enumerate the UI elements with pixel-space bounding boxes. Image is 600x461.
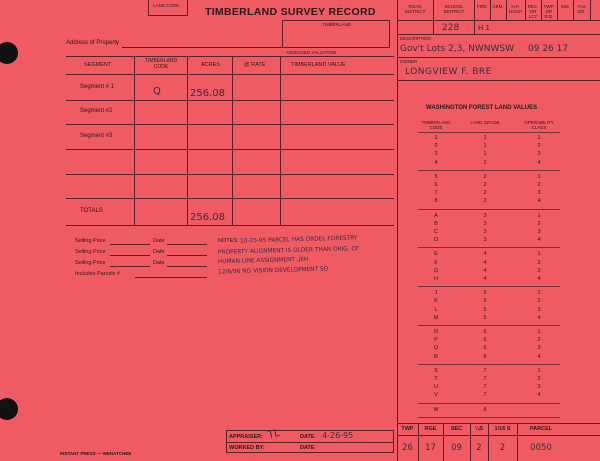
- segment-1-acres: 256.08: [190, 88, 225, 99]
- wflv-code-cell: Q: [433, 345, 439, 352]
- wflv-grade-cell: 4: [483, 276, 487, 282]
- selling-date-line-1: [167, 244, 207, 245]
- wflv-code-cell: U: [434, 384, 438, 391]
- wflv-class-cell: 4: [537, 353, 541, 360]
- segment-1-label: Segment # 1: [80, 84, 115, 90]
- wflv-code-cell: R: [434, 353, 438, 360]
- wflv-code-cell: 6: [434, 182, 438, 188]
- selling-price-label-2: Selling Price: [75, 249, 106, 255]
- description-top-line: [397, 34, 600, 35]
- parcel-header-twp: TWP: [401, 426, 414, 432]
- parcel-header-sec: SEC: [450, 426, 463, 432]
- wflv-code-cell: 1: [434, 135, 438, 141]
- row3-line: [66, 149, 394, 150]
- binder-hole-bottom: [0, 398, 18, 420]
- wflv-code-cell: 2: [434, 143, 438, 150]
- land-code-label: LAND CODE: [153, 3, 180, 8]
- codes-col-3: [490, 0, 491, 20]
- selling-date-line-3: [167, 266, 207, 267]
- col-rec-lct: REC. OR LCT: [527, 4, 539, 19]
- wflv-group-divider: [418, 209, 560, 210]
- wflv-code-cell: N: [434, 329, 438, 335]
- wflv-col-grade: LAND GRADE: [470, 120, 500, 125]
- wflv-class-cell: 4: [537, 198, 541, 205]
- appraiser-date-value: 4-26-95: [322, 431, 354, 440]
- description-bottom-line: [397, 57, 600, 58]
- wflv-grade-cell: 7: [483, 367, 487, 374]
- wflv-code-cell: P: [434, 337, 438, 344]
- wflv-grade-cell: 5: [483, 290, 487, 297]
- wflv-code-cell: A: [434, 212, 438, 219]
- includes-parcels-label: Includes Parcels #: [75, 271, 120, 277]
- wflv-code-cell: W: [433, 406, 439, 413]
- wflv-code-cell: 8: [434, 198, 438, 205]
- appraiser-initials: TL: [266, 427, 281, 442]
- parcel-value-rge: 17: [425, 443, 436, 453]
- parcel-header-quarter: ¼S: [474, 426, 484, 432]
- parcel-value-sec: 09: [451, 443, 462, 453]
- parcel-header-rge: RGE: [424, 426, 437, 432]
- timberland-label: TIMBERLAND: [322, 22, 352, 27]
- parcel-value-quarter: 2: [476, 443, 482, 453]
- table-top-line: [66, 56, 394, 57]
- wflv-code-cell: D: [434, 237, 438, 244]
- selling-price-line-2: [110, 255, 150, 256]
- wflv-code-cell: H: [434, 276, 438, 282]
- wflv-code-cell: J: [434, 290, 438, 297]
- header-segment: SEGMENT: [84, 62, 112, 68]
- wflv-class-cell: 2: [537, 220, 541, 227]
- selling-price-line-1: [110, 244, 150, 245]
- wflv-grade-cell: 7: [483, 384, 487, 391]
- wflv-code-cell: 3: [434, 151, 438, 158]
- wflv-class-cell: 1: [537, 367, 541, 374]
- parcel-header-line: [397, 435, 600, 436]
- wflv-grade-cell: 7: [483, 376, 487, 382]
- wflv-code-cell: B: [434, 220, 438, 227]
- assessed-valuation-label: ASSESSED VALUATION: [286, 50, 337, 55]
- wflv-class-cell: 3: [537, 345, 541, 352]
- wflv-class-cell: 3: [537, 151, 541, 158]
- selling-price-label-1: Selling Price: [75, 238, 106, 244]
- col-school-district: SCHOOL DISTRICT: [443, 4, 465, 14]
- wflv-group-divider: [418, 247, 560, 248]
- wflv-class-cell: 4: [537, 276, 541, 282]
- wflv-class-cell: 1: [537, 251, 541, 258]
- wflv-grade-cell: 5: [483, 314, 487, 321]
- col-line-2: [187, 56, 188, 225]
- wflv-grade-cell: 6: [483, 345, 487, 352]
- wflv-class-cell: 4: [537, 159, 541, 166]
- parcel-header-sixteenth: 1/16 S: [494, 426, 511, 432]
- wflv-code-cell: V: [434, 392, 438, 399]
- worked-date-label: DATE: [300, 445, 315, 451]
- worked-by-label: WORKED BY:: [229, 445, 265, 451]
- wflv-code-cell: G: [433, 267, 439, 274]
- notes-label: NOTES:: [218, 238, 239, 244]
- header-timberland-code: TIMBERLAND CODE: [144, 58, 178, 70]
- address-label: Address of Property: [66, 40, 120, 46]
- selling-date-label-1: Date: [153, 238, 165, 244]
- table-header-line: [66, 74, 394, 75]
- school-district-value: 228: [442, 23, 460, 33]
- right-panel-divider: [397, 0, 398, 461]
- wflv-class-cell: 1: [537, 290, 541, 297]
- wflv-class-cell: 3: [537, 229, 541, 235]
- wflv-grade-cell: 3: [483, 212, 487, 219]
- selling-date-label-3: Date: [153, 260, 165, 266]
- wflv-group-divider: [418, 170, 560, 171]
- wflv-grade-cell: 2: [483, 190, 487, 197]
- col-line-4: [280, 56, 281, 225]
- col-road-district: ROAD DISTRICT: [404, 4, 426, 14]
- codes-row-line: [397, 20, 600, 21]
- wflv-col-class: OPERABILITY CLASS: [524, 120, 554, 130]
- wflv-class-cell: 2: [537, 298, 541, 305]
- notes-line-4: 12/6/96 NO VISION DEVELOPMENT SO: [217, 266, 329, 276]
- parcel-value-sixteenth: 2: [499, 443, 506, 453]
- description-date: 09 26 17: [528, 44, 569, 54]
- wflv-grade-cell: 1: [483, 159, 487, 166]
- wflv-grade-cell: 1: [483, 151, 487, 158]
- wflv-group-divider: [418, 286, 560, 287]
- wflv-group-divider: [418, 403, 560, 404]
- wflv-class-cell: 4: [537, 237, 541, 244]
- wflv-grade-cell: 7: [483, 392, 487, 399]
- wflv-class-cell: 4: [537, 392, 541, 399]
- selling-price-label-3: Selling Price: [75, 260, 106, 266]
- wflv-grade-cell: 3: [483, 220, 487, 227]
- wflv-grade-cell: 5: [483, 298, 487, 305]
- form-title: TIMBERLAND SURVEY RECORD: [205, 6, 376, 18]
- header-acres: ACRES: [201, 62, 220, 68]
- appraiser-date-label: DATE: [300, 434, 315, 440]
- fire-district-value: H 1: [478, 24, 490, 32]
- wflv-class-cell: 1: [537, 135, 541, 141]
- wflv-class-cell: 2: [537, 259, 541, 266]
- wflv-class-cell: 3: [537, 190, 541, 197]
- codes-col-7: [557, 0, 558, 20]
- wflv-code-cell: K: [434, 298, 438, 305]
- col-line-3: [232, 56, 233, 225]
- wflv-class-cell: 3: [537, 306, 541, 313]
- wflv-code-cell: F: [434, 259, 438, 266]
- col-tax-no: TAX NO.: [577, 4, 586, 14]
- wflv-header-line: [418, 132, 560, 133]
- appraiser-label: APPRAISER:: [229, 434, 263, 440]
- wflv-code-cell: C: [434, 229, 438, 235]
- wflv-grade-cell: 4: [483, 267, 487, 274]
- wflv-class-cell: 3: [537, 384, 541, 391]
- owner-value: LONGVIEW F. BRE: [405, 67, 492, 77]
- row5-line: [66, 198, 394, 199]
- wflv-class-cell: 1: [537, 173, 541, 180]
- wflv-code-cell: E: [434, 251, 438, 258]
- notes-line-2: PROPERTY ALIGNMENT IS OLDER THAN ORIG. OF: [217, 246, 360, 256]
- parcel-value-number: 0050: [530, 443, 552, 453]
- wflv-grade-cell: 4: [483, 259, 487, 266]
- description-label: DESCRIPTION: [400, 36, 431, 41]
- wflv-group-divider: [418, 364, 560, 365]
- wflv-grade-cell: 3: [483, 237, 487, 244]
- wflv-class-cell: 2: [537, 337, 541, 344]
- wflv-grade-cell: 8: [483, 406, 487, 413]
- wflv-code-cell: 7: [434, 190, 438, 197]
- wflv-grade-cell: 2: [483, 182, 487, 188]
- col-hp-hosp: H.P. HOSP: [509, 4, 522, 14]
- totals-label: TOTALS: [80, 208, 103, 214]
- codes-col-1: [433, 0, 434, 34]
- segment-1-code: Q: [153, 86, 161, 97]
- wflv-grade-cell: 3: [483, 229, 487, 235]
- header-rate: @ RATE: [244, 62, 266, 68]
- wflv-grade-cell: 6: [483, 329, 487, 335]
- wflv-grade-cell: 6: [483, 337, 487, 344]
- wflv-code-cell: L: [434, 306, 438, 313]
- wflv-grade-cell: 4: [483, 251, 487, 258]
- wflv-class-cell: 2: [537, 143, 541, 150]
- description-value: Gov't Lots 2,3, NWNWSW: [400, 44, 515, 54]
- wflv-class-cell: 1: [537, 329, 541, 335]
- col-line-1: [134, 56, 135, 225]
- wflv-class-cell: 4: [537, 314, 541, 321]
- segment-2-label: Segment #2: [80, 108, 113, 114]
- row2-line: [66, 124, 394, 125]
- includes-parcels-line: [135, 277, 207, 278]
- selling-date-label-2: Date: [153, 249, 165, 255]
- row4-line: [66, 174, 394, 175]
- selling-price-line-3: [110, 266, 150, 267]
- notes-line-1: 10-25-95 PARCEL HAS ORDEL FORESTRY: [239, 235, 358, 245]
- owner-bottom-line: [397, 80, 600, 81]
- wflv-group-divider: [418, 325, 560, 326]
- wflv-code-cell: 4: [434, 159, 438, 166]
- wflv-class-cell: 3: [537, 267, 541, 274]
- wflv-class-cell: 1: [537, 212, 541, 219]
- col-mis: MIS: [560, 4, 569, 9]
- wflv-class-cell: 2: [537, 376, 541, 382]
- totals-bottom-line: [66, 225, 394, 226]
- codes-col-9: [590, 0, 591, 20]
- wflv-class-cell: 2: [537, 182, 541, 188]
- wflv-grade-cell: 1: [483, 135, 487, 141]
- binder-hole-top: [0, 42, 18, 64]
- appraiser-divider: [226, 442, 394, 443]
- col-fire: FIRE: [476, 4, 488, 9]
- parcel-value-twp: 26: [402, 443, 413, 453]
- wflv-code-cell: T: [434, 376, 438, 382]
- wflv-grade-cell: 2: [483, 173, 487, 180]
- owner-label: OWNER: [400, 59, 418, 64]
- wflv-code-cell: S: [434, 367, 438, 374]
- wflv-group-divider: [418, 417, 560, 418]
- wflv-code-cell: M: [433, 314, 439, 321]
- col-twp-rd: TWP. OR R.D.: [543, 4, 555, 19]
- wflv-grade-cell: 1: [483, 143, 487, 150]
- col-cem: CEM.: [492, 4, 504, 9]
- selling-date-line-2: [167, 255, 207, 256]
- printer-imprint: INSTANT PRESS — WENATCHEE: [60, 451, 132, 456]
- address-line: [122, 47, 282, 48]
- wflv-title: WASHINGTON FOREST LAND VALUES: [426, 105, 538, 111]
- wflv-col-code: TIMBERLAND CODE: [421, 120, 451, 130]
- wflv-grade-cell: 2: [483, 198, 487, 205]
- parcel-header-parcel: PARCEL: [529, 426, 553, 432]
- segment-3-label: Segment #3: [80, 133, 113, 139]
- wflv-code-cell: 5: [434, 173, 438, 180]
- header-timberland-value: TIMBERLAND VALUE: [291, 62, 346, 68]
- wflv-grade-cell: 5: [483, 306, 487, 313]
- totals-acres: 256.08: [190, 212, 225, 223]
- notes-line-3: HUMAN LINE ASSIGNMENT .JEH: [217, 256, 309, 266]
- row1-line: [66, 100, 394, 101]
- wflv-grade-cell: 6: [483, 353, 487, 360]
